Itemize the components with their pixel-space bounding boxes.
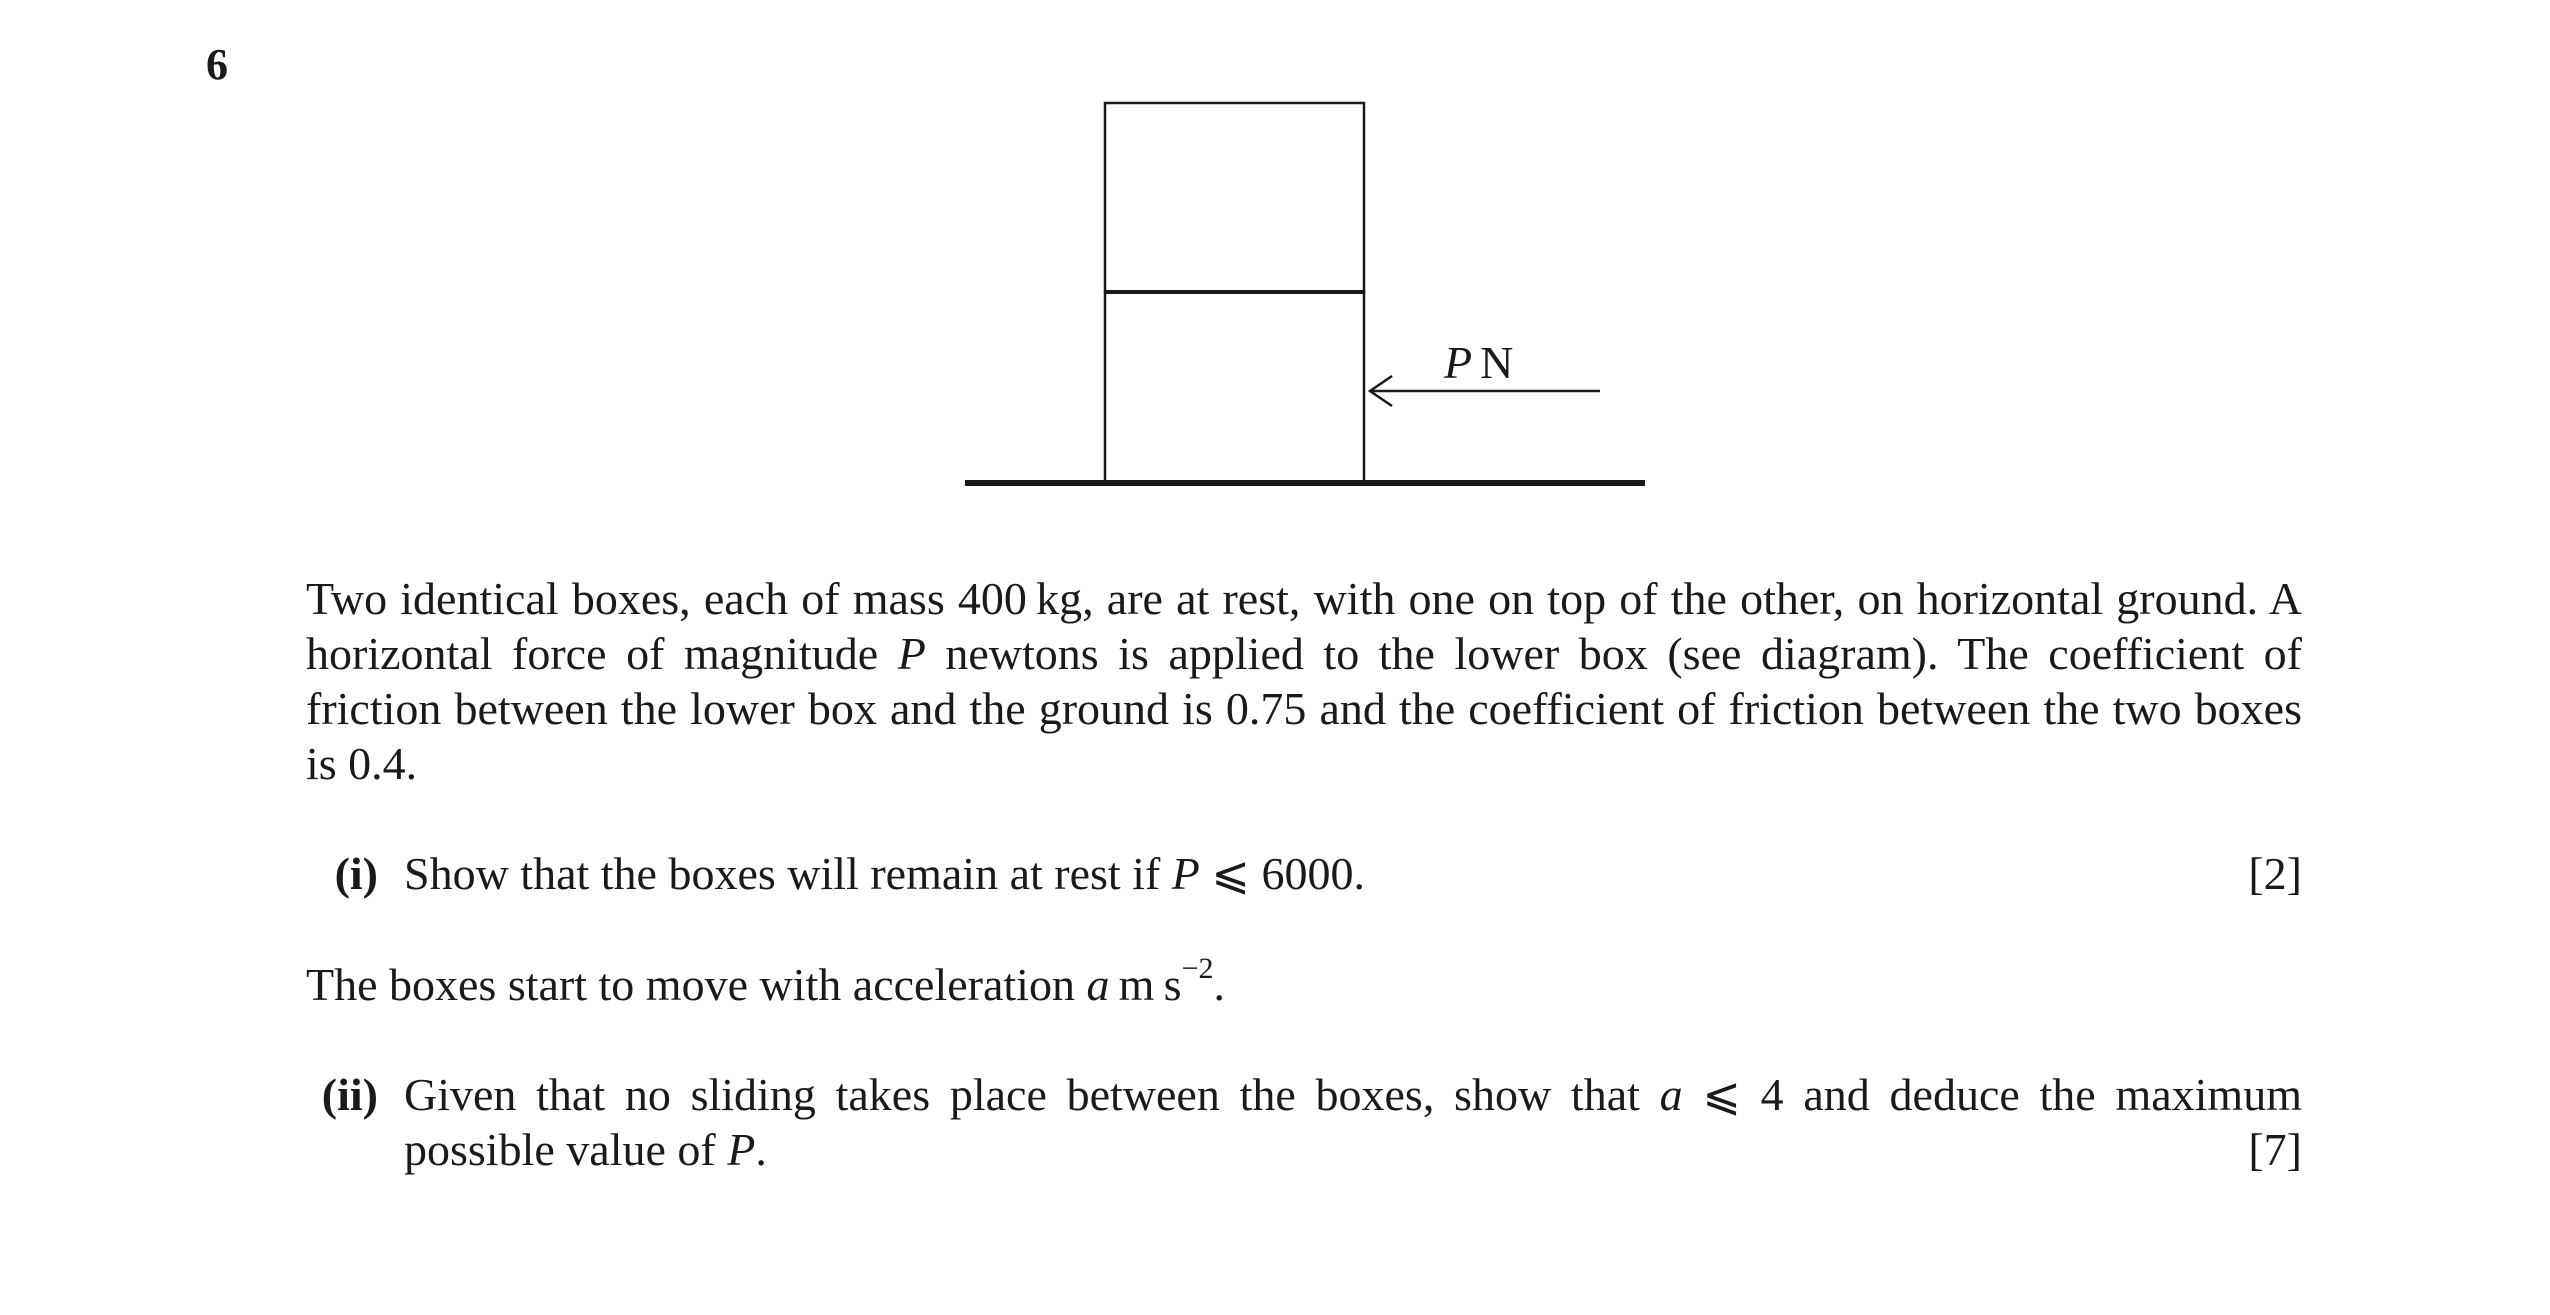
part-i-marks: [2]: [2248, 848, 2302, 899]
part-ii-variable-p: P: [727, 1124, 756, 1175]
intro-variable-p: P: [897, 628, 926, 679]
part-i-text-2: ⩽ 6000.: [1199, 848, 1365, 899]
part-i-variable-p: P: [1171, 848, 1200, 899]
middle-text-1: The boxes start to move with acceleration: [306, 959, 1087, 1010]
part-ii-text-4: .: [755, 1124, 767, 1175]
part-i-text-1: Show that the boxes will remain at rest if: [404, 848, 1172, 899]
question-intro: [306, 571, 2302, 791]
force-symbol: P: [1444, 337, 1473, 388]
acceleration-statement: [306, 951, 2302, 1012]
part-ii-variable-a: a: [1659, 1069, 1683, 1120]
boxes-diagram: [0, 0, 2550, 540]
part-i-label: (i): [334, 848, 378, 899]
part-ii-label: (ii): [321, 1069, 378, 1120]
intro-text-2: newtons is applied to the lower box (see diagram). The coefficient of friction between the lower box and the ground is 0.75 and the coefficient of friction between the two boxes is 0.4.: [306, 628, 2302, 789]
middle-text-3: .: [1213, 959, 1225, 1010]
part-ii-text-3: possible value of: [404, 1124, 728, 1175]
middle-exponent: −2: [1181, 951, 1214, 985]
part-ii: [306, 1067, 2302, 1177]
question-number: 6: [206, 40, 228, 89]
part-i: [306, 846, 2302, 901]
force-label: [1443, 337, 1513, 388]
part-ii-line-2: [404, 1124, 767, 1175]
part-ii-text: [404, 1067, 2302, 1177]
part-ii-line-1: [404, 1067, 2302, 1122]
part-i-text: [404, 846, 2302, 901]
force-unit: N: [1480, 337, 1514, 388]
part-ii-marks: [7]: [2248, 1124, 2302, 1175]
intro-text-1: Two identical boxes, each of mass 400 kg, are at rest, with one on top of the other, on horizontal ground. A horizontal force of magnitude: [306, 573, 2302, 679]
middle-variable-a: a: [1086, 959, 1110, 1010]
lower-box: [1105, 292, 1364, 482]
upper-box: [1105, 103, 1364, 292]
middle-units: m s: [1109, 959, 1182, 1010]
part-ii-text-1: Given that no sliding takes place between the boxes, show that: [404, 1069, 1660, 1120]
part-ii-text-2: ⩽ 4 and deduce the maximum: [1682, 1069, 2302, 1120]
